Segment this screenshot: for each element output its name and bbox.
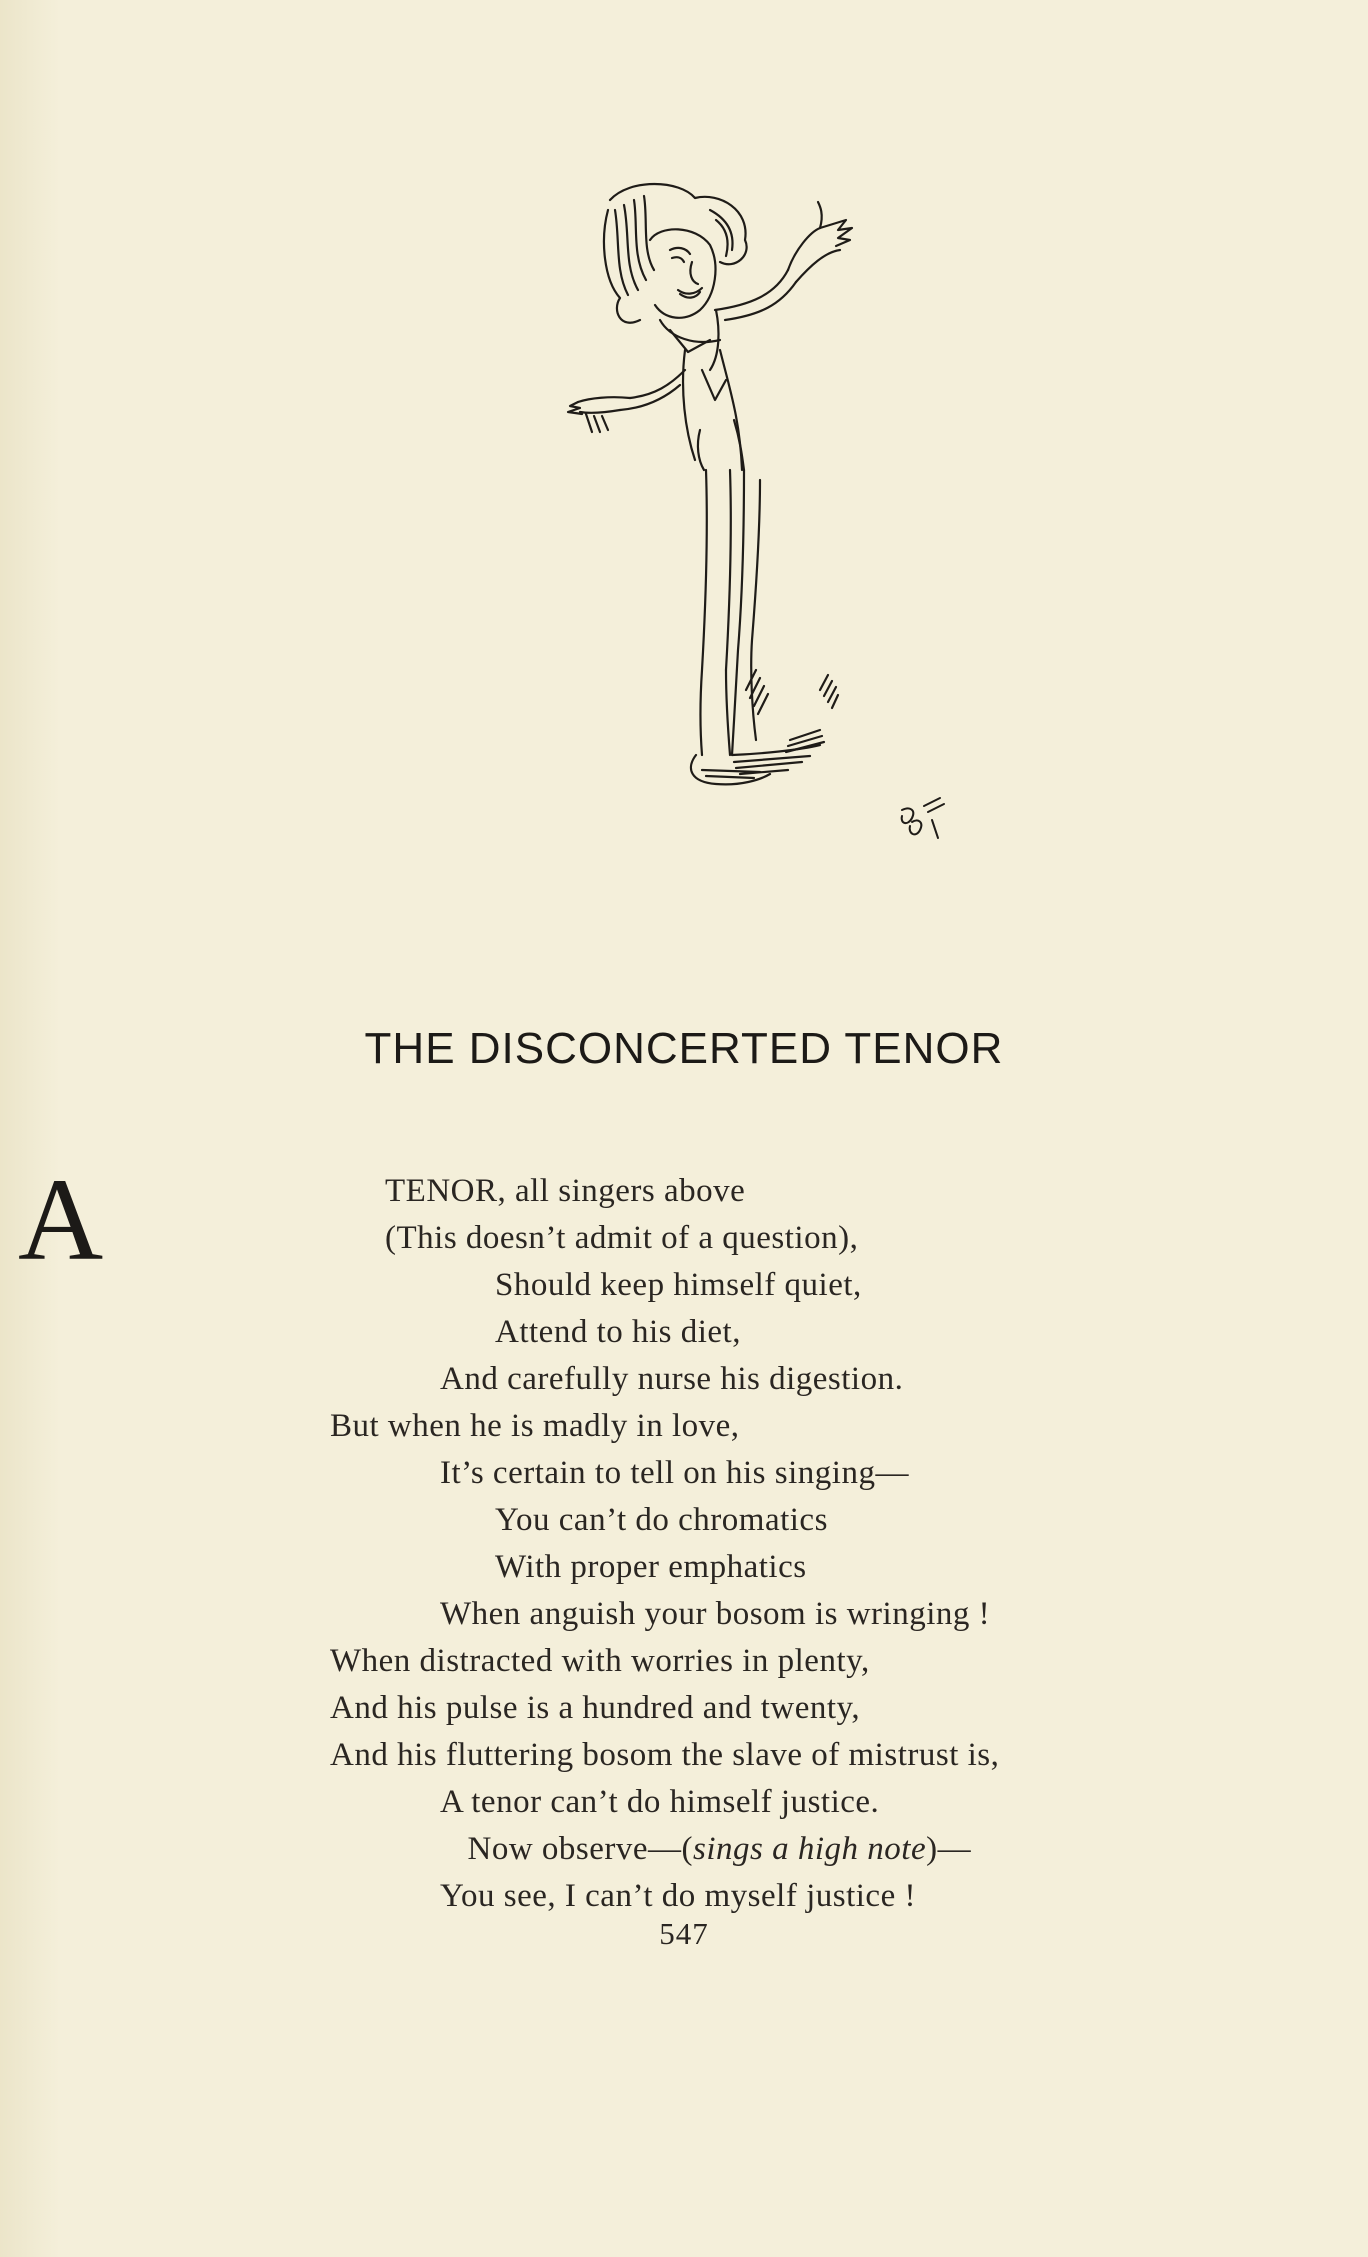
poem-line: A tenor can’t do himself justice.	[440, 1784, 880, 1820]
poem-line-text: )—	[926, 1831, 972, 1867]
poem-line: And his fluttering bosom the slave of mistrust is,	[330, 1737, 1000, 1773]
poem-line: (This doesn’t admit of a question),	[385, 1220, 859, 1256]
stage-direction: sings a high note	[693, 1831, 927, 1867]
page-number: 547	[659, 1916, 709, 1951]
poem-line: Should keep himself quiet,	[495, 1267, 862, 1303]
poem-title: THE DISCONCERTED TENOR	[364, 1024, 1004, 1073]
poem-line: You see, I can’t do myself justice !	[440, 1878, 916, 1914]
drop-cap: A	[18, 1154, 104, 1285]
poem-line: But when he is madly in love,	[330, 1408, 740, 1444]
poem-line-text: Now observe—(	[467, 1831, 694, 1867]
tenor-drawing-icon	[520, 170, 980, 870]
poem-line	[468, 1826, 972, 1873]
poem-line: It’s certain to tell on his singing—	[440, 1455, 909, 1491]
poem-line: You can’t do chromatics	[495, 1502, 828, 1538]
poem-line: And his pulse is a hundred and twenty,	[330, 1690, 861, 1726]
poem-line: TENOR, all singers above	[385, 1173, 746, 1209]
poem-line: With proper emphatics	[495, 1549, 807, 1585]
tenor-caricature-illustration	[520, 170, 980, 870]
poem-line: When distracted with worries in plenty,	[330, 1643, 870, 1679]
poem-line: When anguish your bosom is wringing !	[440, 1596, 991, 1632]
poem-line: And carefully nurse his digestion.	[440, 1361, 904, 1397]
poem-line: Attend to his diet,	[495, 1314, 741, 1350]
